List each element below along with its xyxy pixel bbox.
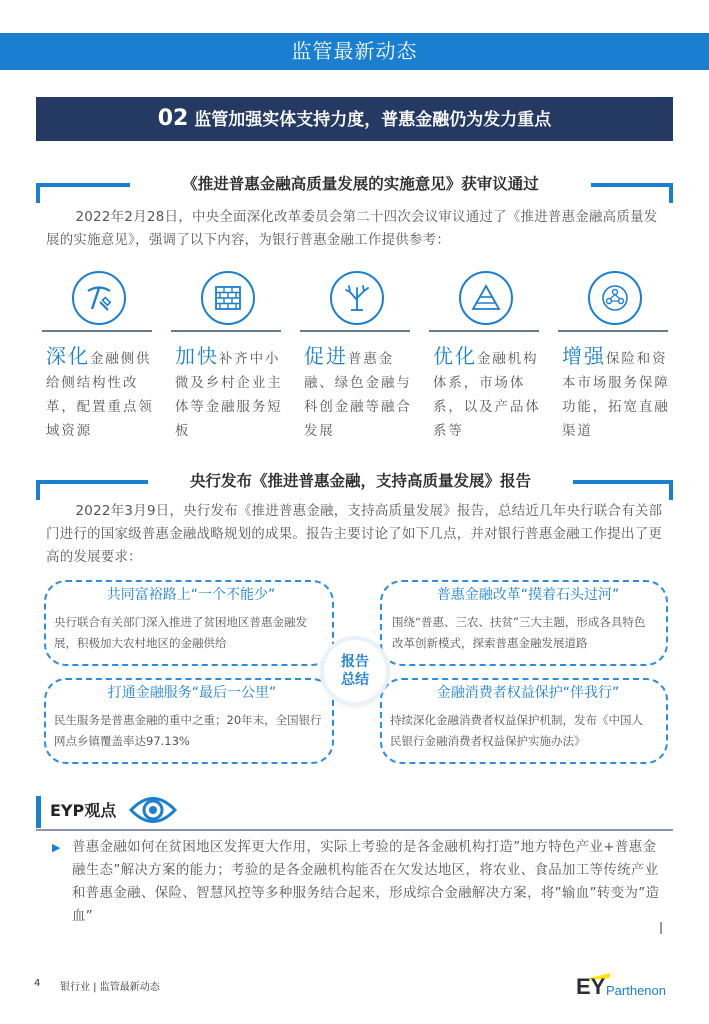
column-4 (433, 344, 545, 444)
column-text: 金融机构体系，市场体系，以及产品体系等 (433, 352, 541, 439)
column-rule (42, 330, 152, 332)
brick-wall-icon (201, 271, 255, 325)
footer-text: 银行业 | 监管最新动态 (60, 982, 160, 993)
ey-logo: EY (576, 974, 606, 999)
block1-left-rule (36, 183, 40, 203)
block2-paragraph: 2022年3月9日，央行发布《推进普惠金融，支持高质量发展》报告，总结近几年央行联合有关部门进行的国家级普惠金融战略规划的成果。报告主要讨论了如下几点，并对银行普惠金融工作提出了更高的发展要求： (46, 504, 663, 565)
column-highlight: 增强 (562, 344, 606, 368)
column-rule (429, 330, 539, 332)
column-highlight: 优化 (433, 344, 477, 368)
badge-line: 总结 (341, 672, 369, 688)
block1-paragraph: 2022年2月28日，中央全面深化改革委员会第二十四次会议审议通过了《推进普惠金融高质量发展的实施意见》，强调了以下内容，为银行普惠金融工作提供参考： (46, 210, 658, 248)
column-2 (175, 344, 287, 444)
column-text: 补齐中小微及乡村企业主体等金融服务短板 (175, 352, 283, 439)
card-text: 民生服务是普惠金融的重中之重；20年末，全国银行网点乡镇覆盖率达97.13% (54, 713, 322, 748)
tree-icon (330, 271, 384, 325)
badge-line: 报告 (341, 654, 369, 670)
network-icon (588, 271, 642, 325)
section-number: 02 (157, 106, 189, 131)
bullet-icon: ▶ (52, 841, 61, 854)
card-title: 共同富裕路上“一个不能少” (86, 585, 296, 605)
column-rule (300, 330, 410, 332)
section-title-text: 监管加强实体支持力度，普惠金融仍为发力重点 (194, 110, 552, 130)
column-text: 普惠金融、绿色金融与科创金融等融合发展 (304, 352, 412, 439)
column-highlight: 深化 (46, 344, 90, 368)
block2-heading: 央行发布《推进普惠金融，支持高质量发展》报告 (148, 470, 573, 492)
pyramid-icon (459, 271, 513, 325)
column-3 (304, 344, 416, 444)
card-title: 普惠金融改革“摸着石头过河” (412, 585, 644, 605)
card-title: 打通金融服务“最后一公里” (84, 683, 300, 703)
report-summary-badge (324, 640, 386, 702)
column-highlight: 加快 (175, 344, 219, 368)
block2-left-rule (36, 480, 40, 500)
column-highlight: 促进 (304, 344, 348, 368)
eyp-text: 普惠金融如何在贫困地区发挥更大作用，实际上考验的是各金融机构打造”地方特色产业+普惠金融生态”解决方案的能力；考验的是各金融机构能否在欠发达地区，将农业、食品加工等传统产业和普惠金融、保险、智慧风控等多种服务结合起来，形成综合金融解决方案，将”输血”转变为”造血” (72, 840, 660, 924)
card-text: 围绕“普惠、三农、扶贫”三大主题，形成各具特色改革创新模式，探索普惠金融发展道路 (392, 615, 646, 650)
page-number: 4 (34, 978, 41, 989)
eye-icon (128, 793, 178, 831)
column-text: 保险和资本市场服务保障功能，拓宽直融渠道 (562, 352, 670, 439)
column-rule (171, 330, 281, 332)
column-rule (558, 330, 668, 332)
column-1 (46, 344, 158, 444)
page-header: 监管最新动态 (0, 33, 709, 70)
column-5 (562, 344, 674, 444)
column-text: 金融侧供给侧结构性改革，配置重点领域资源 (46, 352, 154, 439)
card-text: 央行联合有关部门深入推进了贫困地区普惠金融发展，积极加大农村地区的金融供给 (54, 615, 307, 650)
parthenon-logo: Parthenon (606, 983, 666, 998)
eyp-title: EYP观点 (50, 801, 117, 820)
block1-right-rule (669, 183, 673, 203)
block2-right-rule (669, 480, 673, 500)
eyp-accent-bar (36, 796, 41, 828)
eyp-divider (36, 829, 673, 831)
section-title (36, 97, 673, 141)
card-text: 持续深化金融消费者权益保护机制，发布《中国人民银行金融消费者权益保护实施办法》 (390, 713, 643, 748)
block1-heading: 《推进普惠金融高质量发展的实施意见》获审议通过 (130, 173, 591, 195)
eyp-end-mark (660, 922, 662, 934)
card-title: 金融消费者权益保护“伴我行” (410, 683, 646, 703)
pickaxe-icon (72, 271, 126, 325)
